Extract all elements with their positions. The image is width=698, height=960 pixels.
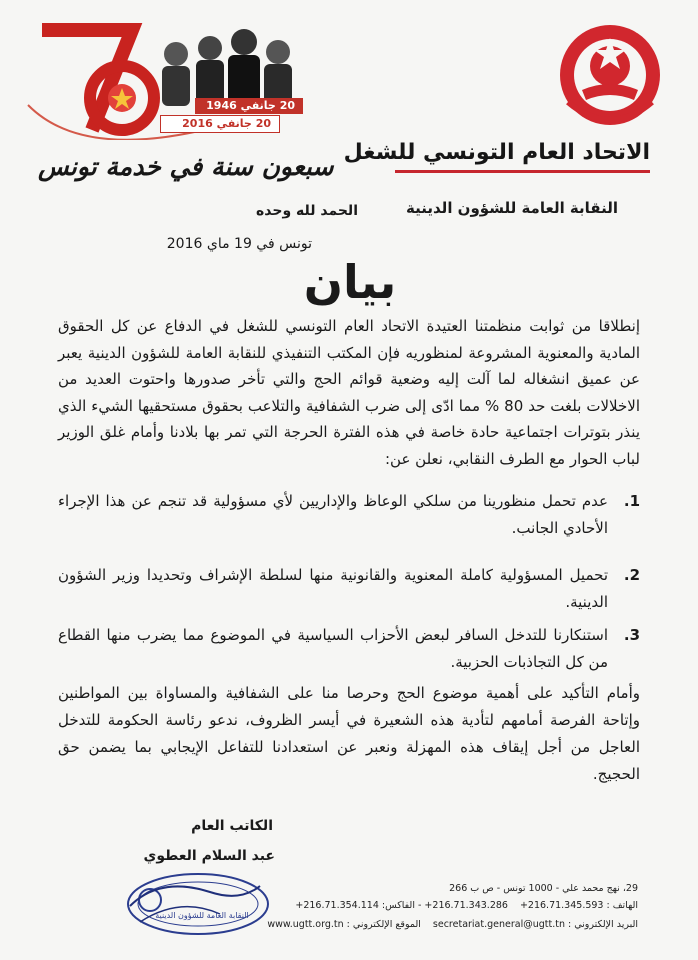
footer-online bbox=[218, 919, 638, 930]
list-text: تحميل المسؤولية كاملة المعنوية والقانونية منها لسلطة الإشراف وتحديدا وزير الشؤون الدينية. bbox=[58, 566, 608, 611]
praise-line: الحمد لله وحده bbox=[256, 203, 358, 219]
document-title: بيان bbox=[303, 255, 397, 309]
list-item bbox=[58, 488, 640, 541]
footer-address: 29، نهج محمد علي - 1000 تونس - ص ب 266 bbox=[449, 883, 638, 894]
signature-name: عبد السلام العطوي bbox=[143, 848, 275, 864]
founding-date: 20 جانفي 1946 bbox=[195, 98, 303, 114]
footer-website[interactable]: الموقع الإلكتروني : www.ugtt.org.tn bbox=[267, 919, 421, 930]
anniversary-date: 20 جانفي 2016 bbox=[160, 115, 280, 133]
slogan: سبعون سنة في خدمة تونس bbox=[38, 152, 334, 181]
footer-contact bbox=[218, 900, 638, 911]
place-date: تونس في 19 ماي 2016 bbox=[166, 236, 312, 252]
list-item bbox=[58, 622, 640, 675]
list-text: استنكارنا للتدخل السافر لبعض الأحزاب السياسية في الموضوع مما يضرب منها القطاع من كل التجاذبات الحزبية. bbox=[58, 626, 608, 671]
syndicate-name: النقابة العامة للشؤون الدينية bbox=[406, 199, 618, 217]
body-paragraph: إنطلاقا من ثوابت منظمتنا العتيدة الاتحاد العام التونسي للشغل في الدفاع عن كل الحقوق المادية والمعنوية المشروعة لمنظوريه فإن المكتب التنفيذي للنقابة العامة للشؤون الدينية يعبر عن عميق انشغاله لما آلت إليه وضعية قوائم الحج والتي تأخر صدورها واحتوت العديد من الاخلالات بلغت حد 80 % مما ادّى إلى ضرب الشفافية والتلاعب بحقوق مستحقيها الشيء الذي ينذر بتوترات اجتماعية حادة خاصة في هذه الفترة الحرجة التي تمر بها بلادنا وأمام غلق الوزير لباب الحوار مع الطرف النقابي، نعلن عن: bbox=[58, 317, 640, 468]
footer-fax: 216.71.343.286+ - الفاكس: 216.71.354.114+ bbox=[295, 900, 508, 911]
list-number: 3. bbox=[623, 626, 640, 644]
list-text: عدم تحمل منظورينا من سلكي الوعاظ والإداريين لأي مسؤولية قد تنجم عن هذا الإجراء الأحادي الجانب. bbox=[58, 492, 608, 537]
signature-title: الكاتب العام bbox=[191, 818, 273, 834]
closing-paragraph: وأمام التأكيد على أهمية موضوع الحج وحرصا منا على الشفافية والمساواة بين المواطنين وإتاحة الفرصة أمامهم لتأدية هذه الشعيرة في أيسر الظروف، ندعو رئاسة الحكومة للتدخل العاجل من أجل إيقاف هذه المهزلة ونعبر عن استعدادنا للتفاعل الإيجابي بما يضمن حق الحجيج. bbox=[58, 684, 640, 783]
list-number: 2. bbox=[623, 566, 640, 584]
ugtt-logo bbox=[522, 20, 672, 130]
footer-phone: الهاتف : 216.71.345.593+ bbox=[519, 900, 638, 911]
list-item bbox=[58, 562, 640, 615]
header-divider bbox=[395, 170, 650, 173]
list-number: 1. bbox=[623, 492, 640, 510]
svg-text:النقابة العامة للشؤون الدينية: النقابة العامة للشؤون الدينية bbox=[155, 911, 249, 920]
organization-name: الاتحاد العام التونسي للشغل bbox=[343, 140, 650, 165]
footer-email[interactable]: البريد الإلكتروني : secretariat.general@ugtt.tn bbox=[432, 919, 638, 930]
